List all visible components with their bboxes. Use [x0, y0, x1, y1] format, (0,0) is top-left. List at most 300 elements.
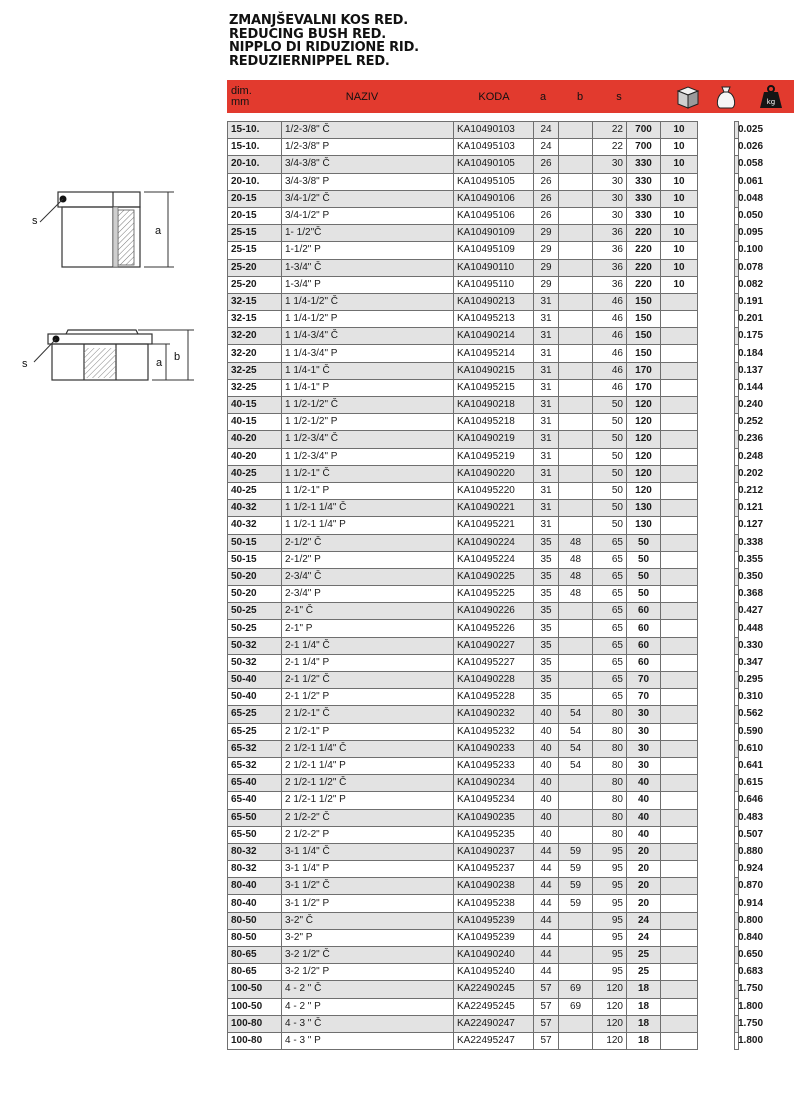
cell-s: 120: [593, 1015, 627, 1032]
cell-dim: 40-25: [228, 465, 282, 482]
cell-b: 59: [559, 843, 593, 860]
cell-weight: 0.338: [735, 534, 739, 551]
header-dim: [231, 80, 265, 113]
cell-bag-qty: [661, 328, 698, 345]
cell-b: [559, 964, 593, 981]
cell-b: [559, 912, 593, 929]
cell-a: 40: [534, 723, 559, 740]
table-row: [228, 568, 795, 585]
cell-box-qty: 330: [627, 156, 661, 173]
cell-box-qty: 150: [627, 328, 661, 345]
cell-s: 30: [593, 156, 627, 173]
cell-bag-qty: [661, 414, 698, 431]
cell-weight: 0.127: [735, 517, 739, 534]
cell-weight: 0.175: [735, 328, 739, 345]
cell-gap: [698, 775, 735, 792]
cell-b: [559, 207, 593, 224]
cell-b: [559, 929, 593, 946]
cell-gap: [698, 414, 735, 431]
cell-dim: 20-15: [228, 207, 282, 224]
cell-a: 44: [534, 878, 559, 895]
cell-koda: KA10490226: [454, 603, 534, 620]
cell-a: 40: [534, 775, 559, 792]
cell-s: 95: [593, 861, 627, 878]
cell-weight: 0.368: [735, 586, 739, 603]
title-line-it: NIPPLO DI RIDUZIONE RID.: [229, 40, 419, 56]
cell-dim: 100-80: [228, 1032, 282, 1049]
cell-bag-qty: [661, 843, 698, 860]
cell-dim: 40-20: [228, 448, 282, 465]
cell-box-qty: 60: [627, 620, 661, 637]
cell-box-qty: 60: [627, 637, 661, 654]
cell-s: 46: [593, 328, 627, 345]
cell-dim: 50-40: [228, 672, 282, 689]
cell-naziv: 2 1/2-1" P: [282, 723, 454, 740]
cell-s: 30: [593, 173, 627, 190]
cell-a: 44: [534, 929, 559, 946]
cell-dim: 40-20: [228, 431, 282, 448]
cell-naziv: 2-1/2" P: [282, 551, 454, 568]
cell-box-qty: 50: [627, 568, 661, 585]
cell-a: 57: [534, 1032, 559, 1049]
header-naziv: NAZIV: [345, 90, 379, 103]
cell-naziv: 2-1 1/4" Č: [282, 637, 454, 654]
cell-naziv: 2-1/2" Č: [282, 534, 454, 551]
cell-box-qty: 120: [627, 414, 661, 431]
cell-gap: [698, 482, 735, 499]
table-row: [228, 1032, 795, 1049]
cell-a: 26: [534, 156, 559, 173]
cell-a: 40: [534, 757, 559, 774]
cell-a: 44: [534, 843, 559, 860]
cell-b: [559, 500, 593, 517]
cell-naziv: 3-1 1/4" P: [282, 861, 454, 878]
cell-a: 26: [534, 173, 559, 190]
cell-box-qty: 25: [627, 964, 661, 981]
cell-weight: 0.840: [735, 929, 739, 946]
cell-s: 50: [593, 414, 627, 431]
cell-b: 59: [559, 878, 593, 895]
cell-dim: 65-50: [228, 809, 282, 826]
table-row: [228, 173, 795, 190]
cell-bag-qty: [661, 775, 698, 792]
cell-s: 65: [593, 586, 627, 603]
cell-a: 44: [534, 912, 559, 929]
cell-koda: KA10490221: [454, 500, 534, 517]
cell-s: 46: [593, 345, 627, 362]
cell-s: 80: [593, 792, 627, 809]
table-row: [228, 551, 795, 568]
cell-box-qty: 150: [627, 345, 661, 362]
table-row: [228, 843, 795, 860]
cell-bag-qty: [661, 465, 698, 482]
table-row: [228, 964, 795, 981]
cell-b: [559, 672, 593, 689]
cell-weight: 0.310: [735, 689, 739, 706]
cell-gap: [698, 603, 735, 620]
table-row: [228, 242, 795, 259]
cell-gap: [698, 861, 735, 878]
cell-weight: 0.590: [735, 723, 739, 740]
cell-naziv: 1/2-3/8" Č: [282, 122, 454, 139]
table-row: [228, 689, 795, 706]
cell-koda: KA10495232: [454, 723, 534, 740]
cell-s: 46: [593, 379, 627, 396]
cell-weight: 0.914: [735, 895, 739, 912]
cell-weight: 0.212: [735, 482, 739, 499]
cell-naziv: 1 1/2-1 1/4" Č: [282, 500, 454, 517]
cell-bag-qty: [661, 431, 698, 448]
cell-naziv: 1 1/4-1" Č: [282, 362, 454, 379]
cell-b: [559, 242, 593, 259]
cell-s: 95: [593, 947, 627, 964]
cell-a: 31: [534, 311, 559, 328]
table-row: [228, 276, 795, 293]
cell-box-qty: 220: [627, 225, 661, 242]
cell-naziv: 1 1/4-1/2" Č: [282, 293, 454, 310]
cell-naziv: 2-3/4" P: [282, 586, 454, 603]
cell-weight: 0.191: [735, 293, 739, 310]
cell-a: 31: [534, 328, 559, 345]
cell-dim: 40-15: [228, 414, 282, 431]
cell-a: 40: [534, 826, 559, 843]
cell-dim: 20-10.: [228, 173, 282, 190]
cell-koda: KA10490227: [454, 637, 534, 654]
cell-koda: KA10495226: [454, 620, 534, 637]
cell-b: 54: [559, 706, 593, 723]
cell-naziv: 4 - 3 " Č: [282, 1015, 454, 1032]
cell-gap: [698, 362, 735, 379]
table-row: [228, 465, 795, 482]
cell-b: [559, 259, 593, 276]
cell-b: [559, 173, 593, 190]
cell-bag-qty: [661, 517, 698, 534]
cell-s: 65: [593, 620, 627, 637]
cell-box-qty: 130: [627, 500, 661, 517]
cell-weight: 1.750: [735, 1015, 739, 1032]
cell-box-qty: 50: [627, 534, 661, 551]
cell-bag-qty: [661, 792, 698, 809]
cell-weight: 1.750: [735, 981, 739, 998]
cell-bag-qty: 10: [661, 242, 698, 259]
cell-bag-qty: [661, 397, 698, 414]
table-row: [228, 259, 795, 276]
cell-koda: KA10495239: [454, 912, 534, 929]
cell-dim: 80-40: [228, 878, 282, 895]
cell-weight: 0.646: [735, 792, 739, 809]
cell-box-qty: 20: [627, 861, 661, 878]
cell-dim: 32-15: [228, 311, 282, 328]
cell-box-qty: 20: [627, 895, 661, 912]
cell-koda: KA10495233: [454, 757, 534, 774]
cell-dim: 80-50: [228, 929, 282, 946]
cell-bag-qty: [661, 568, 698, 585]
cell-naziv: 2-1 1/4" P: [282, 654, 454, 671]
cell-koda: KA10490103: [454, 122, 534, 139]
table-row: [228, 672, 795, 689]
table-row: [228, 809, 795, 826]
cell-bag-qty: [661, 998, 698, 1015]
cell-gap: [698, 929, 735, 946]
table-row: [228, 654, 795, 671]
cell-gap: [698, 379, 735, 396]
cell-box-qty: 30: [627, 757, 661, 774]
cell-a: 57: [534, 998, 559, 1015]
table-row: [228, 345, 795, 362]
cell-koda: KA10490228: [454, 672, 534, 689]
cell-s: 36: [593, 259, 627, 276]
cell-bag-qty: [661, 654, 698, 671]
cell-koda: KA10495228: [454, 689, 534, 706]
cell-s: 65: [593, 568, 627, 585]
cell-bag-qty: [661, 706, 698, 723]
cell-a: 40: [534, 792, 559, 809]
cell-naziv: 1-3/4" Č: [282, 259, 454, 276]
cell-gap: [698, 964, 735, 981]
cell-bag-qty: [661, 826, 698, 843]
table-row: [228, 1015, 795, 1032]
cell-dim: 65-40: [228, 775, 282, 792]
cell-s: 36: [593, 276, 627, 293]
cell-weight: 0.347: [735, 654, 739, 671]
cell-weight: 0.355: [735, 551, 739, 568]
cell-bag-qty: [661, 861, 698, 878]
cell-weight: 0.078: [735, 259, 739, 276]
cell-s: 80: [593, 706, 627, 723]
cell-koda: KA10495239: [454, 929, 534, 946]
cell-bag-qty: [661, 293, 698, 310]
cell-gap: [698, 551, 735, 568]
cell-s: 120: [593, 1032, 627, 1049]
cell-dim: 50-20: [228, 586, 282, 603]
header-dim-label: dim.: [231, 84, 252, 97]
cell-s: 65: [593, 551, 627, 568]
table-row: [228, 414, 795, 431]
cell-b: 54: [559, 723, 593, 740]
cell-koda: KA10495103: [454, 139, 534, 156]
cell-dim: 15-10.: [228, 139, 282, 156]
cell-naziv: 3/4-1/2" Č: [282, 190, 454, 207]
table-row: [228, 397, 795, 414]
cell-s: 65: [593, 534, 627, 551]
cell-naziv: 1 1/4-3/4" P: [282, 345, 454, 362]
cell-dim: 32-20: [228, 345, 282, 362]
cell-koda: KA10490213: [454, 293, 534, 310]
cell-box-qty: 70: [627, 672, 661, 689]
cell-s: 46: [593, 293, 627, 310]
cell-a: 35: [534, 551, 559, 568]
cell-s: 95: [593, 843, 627, 860]
cell-weight: 0.350: [735, 568, 739, 585]
cell-bag-qty: [661, 586, 698, 603]
cell-bag-qty: [661, 1032, 698, 1049]
cell-weight: 0.202: [735, 465, 739, 482]
cell-bag-qty: 10: [661, 259, 698, 276]
cell-box-qty: 40: [627, 775, 661, 792]
cell-s: 50: [593, 517, 627, 534]
cell-b: [559, 362, 593, 379]
cell-b: [559, 139, 593, 156]
cell-a: 44: [534, 947, 559, 964]
cell-koda: KA10495237: [454, 861, 534, 878]
cell-b: [559, 448, 593, 465]
cell-naziv: 3-2" Č: [282, 912, 454, 929]
cell-gap: [698, 998, 735, 1015]
cell-a: 40: [534, 740, 559, 757]
cell-dim: 80-32: [228, 843, 282, 860]
bush-drawing-top: [18, 180, 183, 285]
title-line-en: REDUCING BUSH RED.: [229, 26, 386, 42]
cell-naziv: 1 1/2-1/2" Č: [282, 397, 454, 414]
cell-box-qty: 18: [627, 981, 661, 998]
cell-koda: KA10490235: [454, 809, 534, 826]
cell-s: 65: [593, 672, 627, 689]
cell-a: 44: [534, 895, 559, 912]
cell-gap: [698, 637, 735, 654]
cell-naziv: 1- 1/2"Č: [282, 225, 454, 242]
cell-dim: 80-40: [228, 895, 282, 912]
title-line-sl: ZMANJŠEVALNI KOS RED.: [229, 13, 408, 28]
cell-koda: KA10495219: [454, 448, 534, 465]
cell-bag-qty: [661, 500, 698, 517]
cell-bag-qty: [661, 551, 698, 568]
cell-s: 36: [593, 242, 627, 259]
table-row: [228, 139, 795, 156]
cell-weight: 0.248: [735, 448, 739, 465]
cell-koda: KA10490106: [454, 190, 534, 207]
cell-a: 57: [534, 981, 559, 998]
weight-unit-label: kg: [766, 98, 776, 106]
cell-gap: [698, 311, 735, 328]
cell-weight: 1.800: [735, 1032, 739, 1049]
cell-s: 80: [593, 757, 627, 774]
cell-s: 95: [593, 912, 627, 929]
cell-b: [559, 431, 593, 448]
cell-weight: 0.050: [735, 207, 739, 224]
table-row: [228, 706, 795, 723]
box-package-icon: [675, 83, 701, 110]
cell-b: 48: [559, 551, 593, 568]
cell-naziv: 4 - 2 " Č: [282, 981, 454, 998]
cell-weight: 0.641: [735, 757, 739, 774]
cell-koda: KA10495224: [454, 551, 534, 568]
cell-a: 40: [534, 706, 559, 723]
cell-weight: 0.483: [735, 809, 739, 826]
cell-bag-qty: [661, 345, 698, 362]
cell-b: [559, 379, 593, 396]
table-row: [228, 620, 795, 637]
cell-dim: 20-10.: [228, 156, 282, 173]
cell-bag-qty: 10: [661, 156, 698, 173]
cell-dim: 50-25: [228, 620, 282, 637]
cell-box-qty: 40: [627, 826, 661, 843]
cell-a: 26: [534, 207, 559, 224]
cell-gap: [698, 259, 735, 276]
cell-gap: [698, 912, 735, 929]
cell-b: 48: [559, 586, 593, 603]
cell-koda: KA10490219: [454, 431, 534, 448]
cell-weight: 0.236: [735, 431, 739, 448]
cell-box-qty: 130: [627, 517, 661, 534]
cell-weight: 0.137: [735, 362, 739, 379]
cell-gap: [698, 654, 735, 671]
cell-koda: KA22495245: [454, 998, 534, 1015]
table-row: [228, 586, 795, 603]
cell-box-qty: 120: [627, 431, 661, 448]
cell-weight: 0.800: [735, 912, 739, 929]
cell-bag-qty: [661, 362, 698, 379]
cell-dim: 50-15: [228, 534, 282, 551]
cell-bag-qty: [661, 672, 698, 689]
cell-koda: KA10490237: [454, 843, 534, 860]
cell-a: 31: [534, 345, 559, 362]
table-row: [228, 122, 795, 139]
cell-bag-qty: [661, 947, 698, 964]
cell-koda: KA10490105: [454, 156, 534, 173]
cell-a: 31: [534, 397, 559, 414]
cell-naziv: 1 1/2-3/4" P: [282, 448, 454, 465]
cell-a: 29: [534, 242, 559, 259]
cell-s: 30: [593, 190, 627, 207]
table-row: [228, 775, 795, 792]
cell-gap: [698, 706, 735, 723]
title-block: [229, 14, 629, 68]
cell-dim: 32-20: [228, 328, 282, 345]
cell-a: 29: [534, 276, 559, 293]
cell-koda: KA10490233: [454, 740, 534, 757]
header-mm-label: mm: [231, 95, 250, 108]
cell-gap: [698, 173, 735, 190]
cell-dim: 25-20: [228, 259, 282, 276]
table-row: [228, 895, 795, 912]
cell-dim: 32-25: [228, 362, 282, 379]
table-header-bar: [227, 80, 794, 113]
cell-naziv: 1 1/4-3/4" Č: [282, 328, 454, 345]
cell-weight: 0.650: [735, 947, 739, 964]
cell-s: 95: [593, 964, 627, 981]
cell-b: [559, 276, 593, 293]
cell-weight: 0.448: [735, 620, 739, 637]
cell-b: [559, 792, 593, 809]
cell-b: [559, 947, 593, 964]
cell-dim: 65-25: [228, 723, 282, 740]
cell-koda: KA10490234: [454, 775, 534, 792]
cell-naziv: 2 1/2-2" Č: [282, 809, 454, 826]
cell-a: 35: [534, 689, 559, 706]
cell-s: 50: [593, 500, 627, 517]
cell-box-qty: 24: [627, 929, 661, 946]
cell-box-qty: 18: [627, 1015, 661, 1032]
cell-box-qty: 700: [627, 139, 661, 156]
cell-box-qty: 150: [627, 311, 661, 328]
cell-koda: KA10495227: [454, 654, 534, 671]
table-row: [228, 912, 795, 929]
cell-gap: [698, 345, 735, 362]
cell-gap: [698, 620, 735, 637]
cell-a: 31: [534, 379, 559, 396]
cell-b: [559, 775, 593, 792]
cell-s: 120: [593, 998, 627, 1015]
table-row: [228, 311, 795, 328]
cell-koda: KA10490215: [454, 362, 534, 379]
cell-koda: KA10495105: [454, 173, 534, 190]
cell-box-qty: 170: [627, 379, 661, 396]
cell-b: 69: [559, 998, 593, 1015]
cell-koda: KA10495215: [454, 379, 534, 396]
cell-gap: [698, 672, 735, 689]
cell-koda: KA10495221: [454, 517, 534, 534]
cell-s: 80: [593, 775, 627, 792]
